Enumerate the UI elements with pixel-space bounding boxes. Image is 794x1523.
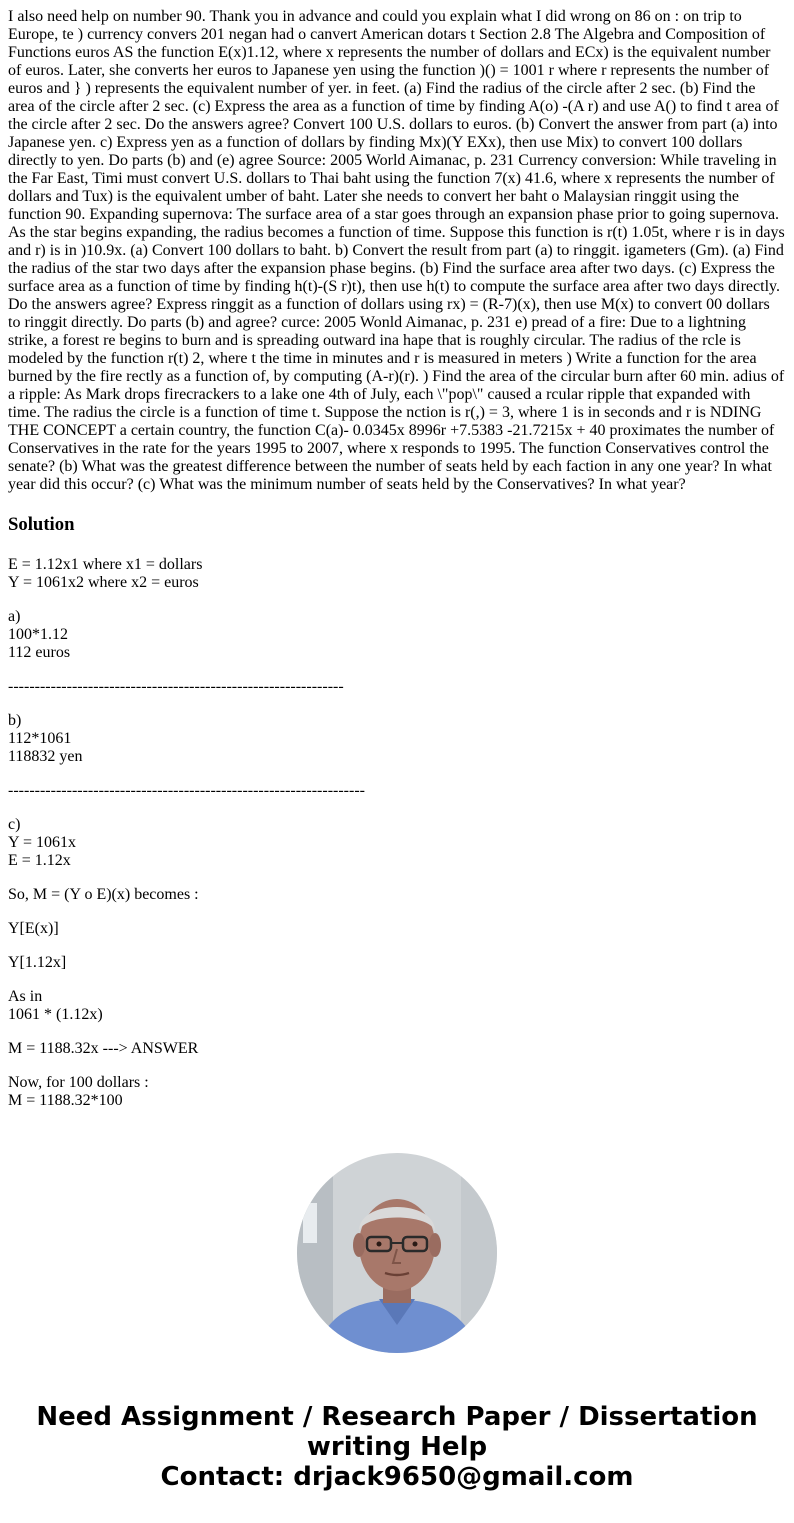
solution-block (8, 954, 786, 972)
solution-block (8, 1074, 786, 1110)
solution-answer: M = 1188.32x ---> ANSWER (8, 1040, 199, 1057)
solution-block (8, 816, 786, 870)
solution-line: 112 euros (8, 644, 71, 661)
solution-line: c) (8, 816, 21, 833)
solution-block (8, 920, 786, 938)
solution-line: So, M = (Y o E)(x) becomes : (8, 886, 199, 903)
separator-line: ------------------------------------------------------------------- (8, 782, 365, 799)
solution-line: a) (8, 608, 21, 625)
solution-line: 1061 * (1.12x) (8, 1006, 103, 1023)
solution-line: 100*1.12 (8, 626, 68, 643)
solution-line: Y = 1061x (8, 834, 76, 851)
solution-block (8, 988, 786, 1024)
solution-line: Now, for 100 dollars : (8, 1074, 149, 1091)
solution-block (8, 712, 786, 766)
question-text: I also need help on number 90. Thank you in advance and could you explain what I did wrong on 86 on : on trip to Europe, te ) currency convers 201 negan had o canvert American dotars t Section 2.8 The Algebra and Composition of Functions euros AS the function E(x)1.12, where x represents the number of dollars and ECx) is the equivalent number of euros. Later, she converts her euros to Japanese yen using the function )() = 1001 r where r represents the number of euros and } ) represents the equivalent number of yer. in feet. (a) Find the radius of the circle after 2 sec. (b) Find the area of the circle after 2 sec. (c) Express the area as a function of time by finding A(o) -(A r) and use A() to find t area of the circle after 2 sec. Do the answers agree? Convert 100 U.S. dollars to euros. (b) Convert the answer from part (a) into Japanese yen. c) Express yen as a function of dollars by finding Mx)(Y EXx), then use Mix) to convert 100 dollars directly to yen. Do parts (b) and (e) agree Source: 2005 World Aimanac, p. 231 Currency conversion: While traveling in the Far East, Timi must convert U.S. dollars to Thai baht using the function 7(x) 41.6, where x represents the number of dollars and Tux) is the equivalent umber of baht. Later she needs to convert her baht o Malaysian ringgit using the function 90. Expanding supernova: The surface area of a star goes through an expansion phase prior to going supernova. As the star begins expanding, the radius becomes a function of time. Suppose this function is r(t) 1.05t, where r is in days and r) is in )10.9x. (a) Convert 100 dollars to baht. b) Convert the result from part (a) to ringgit. igameters (Gm). (a) Find the radius of the star two days after the expansion phase begins. (b) Find the surface area after two days. (c) Express the surface area as a function of time by finding h(t)-(S r)t), then use h(t) to compute the surface area after two days directly. Do the answers agree? Express ringgit as a function of dollars using rx) = (R-7)(x), then use M(x) to convert 00 dollars to ringgit directly. Do parts (b) and agree? curce: 2005 Wonld Aimanac, p. 231 e) pread of a fire: Due to a lightning strike, a forest re begins to burn and is spreading outward ina hape that is roughly circular. The radius of the rcle is modeled by the function r(t) 2, where t the time in minutes and r is measured in meters ) Write a function for the area burned by the fire rectly as a function of, by computing (A-r)(r). ) Find the area of the circular burn after 60 min. adius of a ripple: As Mark drops firecrackers to a lake one 4th of July, each \"pop\" caused a rcular ripple that expanded with time. The radius the circle is a function of time t. Suppose the nction is r(,) = 3, where 1 is in seconds and r is NDING THE CONCEPT a certain country, the function C(a)- 0.0345x 8996r +7.5383 -21.7215x + 40 proximates the number of Conservatives in the rate for the years 1995 to 2007, where x responds to 1995. The function Conservatives control the senate? (b) What was the greatest difference between the number of seats held by each faction in any one year? In what year did this occur? (c) What was the minimum number of seats held by the Conservatives? In what year? (8, 8, 785, 493)
footer-line-2: writing Help (306, 1432, 488, 1462)
solution-block (8, 886, 786, 904)
solution-line: b) (8, 712, 22, 729)
solution-line: 118832 yen (8, 748, 83, 765)
solution-line: E = 1.12x (8, 852, 71, 869)
separator-block (8, 678, 786, 696)
solution-line: Y[E(x)] (8, 920, 59, 937)
footer-line-1: Need Assignment / Research Paper / Dissertation (36, 1402, 758, 1432)
document-body (8, 8, 786, 1126)
solution-heading: Solution (8, 514, 75, 535)
solution-block (8, 608, 786, 662)
author-avatar (297, 1153, 497, 1353)
separator-line: --------------------------------------------------------------- (8, 678, 344, 695)
solution-line: Y[1.12x] (8, 954, 67, 971)
promo-footer (0, 1402, 794, 1492)
author-photo-icon (297, 1153, 497, 1353)
solution-line: M = 1188.32*100 (8, 1092, 123, 1109)
solution-block (8, 556, 786, 592)
solution-line: E = 1.12x1 where x1 = dollars (8, 556, 203, 573)
solution-line: Y = 1061x2 where x2 = euros (8, 574, 199, 591)
solution-line: 112*1061 (8, 730, 72, 747)
separator-block (8, 782, 786, 800)
solution-line: As in (8, 988, 43, 1005)
solution-block (8, 1040, 786, 1058)
solution-body (8, 556, 786, 1110)
footer-contact-email: Contact: drjack9650@gmail.com (160, 1462, 634, 1492)
